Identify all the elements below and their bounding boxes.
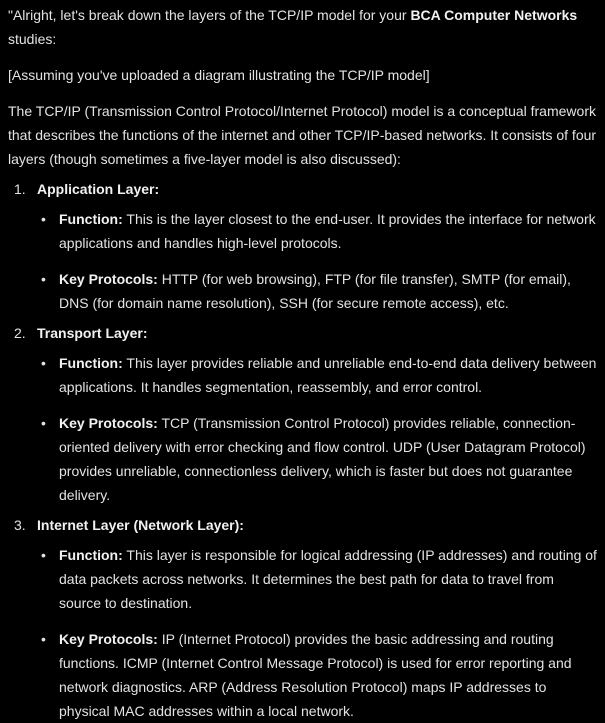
intro-prefix: "Alright, let's break down the layers of the TCP/IP model for your: [8, 7, 411, 23]
bullet-icon: •: [41, 547, 46, 563]
layer-protocols: [37, 627, 597, 723]
layer-number: 3.: [14, 517, 26, 533]
diagram-note: [Assuming you've uploaded a diagram illustrating the TCP/IP model]: [8, 67, 430, 83]
layer-title: Internet Layer (Network Layer):: [37, 517, 244, 533]
layer-details-list: [37, 351, 597, 507]
function-text: This layer provides reliable and unreliable end-to-end data delivery between applications. It handles segmentation, reassembly, and error control.: [59, 355, 597, 395]
layer-function: [37, 207, 597, 255]
layer-title: Transport Layer:: [37, 325, 148, 341]
layer-item-transport: [8, 321, 597, 507]
protocols-text: HTTP (for web browsing), FTP (for file transfer), SMTP (for email), DNS (for domain name resolution), SSH (for secure remote access), etc.: [59, 271, 571, 311]
function-label: Function:: [59, 211, 123, 227]
protocols-label: Key Protocols:: [59, 415, 158, 431]
intro-emphasis: BCA Computer Networks: [410, 7, 578, 23]
layer-item-application: [8, 177, 597, 315]
bullet-icon: •: [41, 415, 46, 431]
bullet-icon: •: [41, 355, 46, 371]
layer-item-internet: [8, 513, 597, 723]
layer-function: [37, 543, 597, 615]
overview-paragraph: The TCP/IP (Transmission Control Protocol/Internet Protocol) model is a conceptual framework that describes the functions of the internet and other TCP/IP-based networks. It consists of four layers (though sometimes a five-layer model is also discussed):: [8, 103, 597, 167]
bullet-icon: •: [41, 211, 46, 227]
protocols-label: Key Protocols:: [59, 271, 158, 287]
bullet-icon: •: [41, 271, 46, 287]
protocols-text: IP (Internet Protocol) provides the basic addressing and routing functions. ICMP (Internet Control Message Protocol) is used for error reporting and network diagnostics. ARP (Address Resolution Protocol) maps IP addresses to physical MAC addresses within a local network.: [59, 631, 572, 719]
function-label: Function:: [59, 355, 123, 371]
function-label: Function:: [59, 547, 123, 563]
layers-list: [8, 177, 597, 723]
layer-number: 1.: [14, 181, 26, 197]
layer-details-list: [37, 207, 597, 315]
protocols-label: Key Protocols:: [59, 631, 158, 647]
function-text: This layer is responsible for logical addressing (IP addresses) and routing of data packets across networks. It determines the best path for data to travel from source to destination.: [59, 547, 597, 611]
layer-function: [37, 351, 597, 399]
layer-title: Application Layer:: [37, 181, 160, 197]
layer-protocols: [37, 267, 597, 315]
layer-details-list: [37, 543, 597, 723]
intro-suffix: studies:: [8, 31, 57, 47]
intro-paragraph: [8, 3, 597, 51]
function-text: This is the layer closest to the end-user. It provides the interface for network applications and handles high-level protocols.: [59, 211, 596, 251]
protocols-text: TCP (Transmission Control Protocol) provides reliable, connection-oriented delivery with error checking and flow control. UDP (User Datagram Protocol) provides unreliable, connectionless delivery, which is faster but does not guarantee delivery.: [59, 415, 586, 503]
layer-protocols: [37, 411, 597, 507]
layer-number: 2.: [14, 325, 26, 341]
bullet-icon: •: [41, 631, 46, 647]
